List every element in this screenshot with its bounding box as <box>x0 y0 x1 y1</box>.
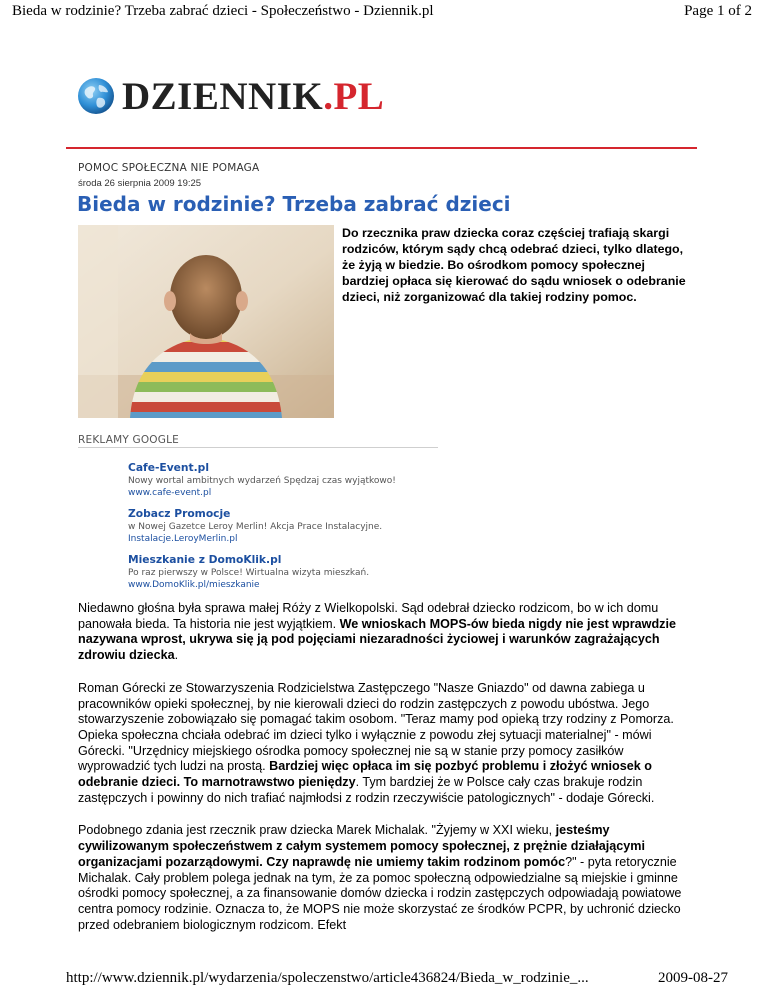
body-paragraph-2 <box>78 681 698 807</box>
ad-url-link[interactable]: Instalacje.LeroyMerlin.pl <box>128 534 238 544</box>
body-p2-end: . Tym bardziej że w Polsce cały czas brakuje rodzin zastępczych i powinny do nich trafiać najmłodsi z rodzin rzeczywiście patologicznych" - dodaje Górecki. <box>78 775 655 805</box>
logo-suffix: .PL <box>323 74 385 118</box>
ads-list <box>128 461 548 599</box>
ad-url-link[interactable]: www.cafe-event.pl <box>128 488 212 498</box>
logo-divider <box>66 147 697 149</box>
ads-divider <box>78 447 438 448</box>
logo-wordmark <box>122 74 385 118</box>
print-header-title: Bieda w rodzinie? Trzeba zabrać dzieci - Społeczeństwo - Dziennik.pl <box>12 3 434 19</box>
body-p2-text: Roman Górecki ze Stowarzyszenia Rodzicielstwa Zastępczego "Nasze Gniazdo" od dawna zabiega u pracowników opieki społecznej, by nie kierowali dzieci do rodzin zastępczych z powodu ubóstwa. Jego stowarzyszenie zobowiązało się pomagać takim osobom. "Teraz mamy pod opieką trzy rodziny z Pomorza. Opieka społeczna chciała odebrać im dzieci tylko i wyłącznie z powodu złej sytuacji materialnej" - mówi Górecki. "Urzędnicy miejskiego ośrodka pomocy społecznej nie są w stanie przy pomocy zasiłków wyprowadzić tych ludzi na prostą. <box>78 680 674 774</box>
body-p3-bold: jesteśmy cywilizowanym społeczeństwem z całym systemem pomocy społecznej, z prężnie działającymi organizacjami pozarządowymi. Czy naprawdę nie umiemy takim rodzinom pomóc <box>78 823 645 869</box>
body-paragraph-1 <box>78 601 698 664</box>
print-footer-date: 2009-08-27 <box>658 970 728 986</box>
body-p2-bold: Bardziej więc opłaca im się pozbyć problemu i złożyć wniosek o odebranie dzieci. To marnotrawstwo pieniędzy <box>78 759 652 790</box>
body-p3-end: ?" - pyta retorycznie Michalak. Cały problem polega jednak na tym, że za pomoc społeczną odpowiedzialne są miejskie i gminne ośrodki pomocy społecznej, a za finansowanie domów dziecka i rodzin zastępczych odpowiadają powiatowe centra pomocy rodzinie. Oznacza to, że MOPS nie może skorzystać ze środków PCPR, by uchronić dziecko przed odebraniem biologicznym rodzicom. Efekt <box>78 854 682 932</box>
ad-title-link[interactable]: Zobacz Promocje <box>128 507 231 520</box>
ad-item[interactable] <box>128 507 548 545</box>
ad-description: Po raz pierwszy w Polsce! Wirtualna wizyta mieszkań. <box>128 568 370 578</box>
ads-heading: REKLAMY GOOGLE <box>78 434 179 446</box>
body-p1-end: . <box>174 648 179 663</box>
ad-title-link[interactable]: Mieszkanie z DomoKlik.pl <box>128 553 282 566</box>
ad-description: Nowy wortal ambitnych wydarzeń Spędzaj czas wyjątkowo! <box>128 476 396 486</box>
child-photo-illustration <box>78 225 334 418</box>
article-kicker: POMOC SPOŁECZNA NIE POMAGA <box>78 162 260 174</box>
print-header-page: Page 1 of 2 <box>684 3 752 19</box>
print-footer-url: http://www.dziennik.pl/wydarzenia/spoleczenstwo/article436824/Bieda_w_rodzinie_... <box>66 970 589 986</box>
article-body <box>78 601 698 950</box>
body-p1-bold: We wnioskach MOPS-ów bieda nigdy nie jest wprawdzie nazywana wprost, ukrywa się ją pod pojęciami niezaradności życiowej i warunków zagrażających zdrowiu dziecka <box>78 616 676 663</box>
site-logo[interactable] <box>76 74 384 118</box>
article-lead: Do rzecznika praw dziecka coraz częściej trafiają skargi rodziców, którym sądy chcą odebrać dzieci, tylko dlatego, że żyją w biedzie. Bo ośrodkom pomocy społecznej bardziej opłaca się kierować do sądu wniosek o odebranie dzieci, niż zorganizować dla takiej rodziny pomoc. <box>342 226 686 304</box>
logo-main: DZIENNIK <box>122 74 324 118</box>
ad-title-link[interactable]: Cafe-Event.pl <box>128 461 209 474</box>
body-paragraph-3 <box>78 823 698 933</box>
globe-icon <box>76 76 116 116</box>
article-photo <box>78 225 334 418</box>
ad-item[interactable] <box>128 461 548 499</box>
print-header <box>0 0 768 24</box>
ad-url-link[interactable]: www.DomoKlik.pl/mieszkanie <box>128 580 260 590</box>
article-headline[interactable]: Bieda w rodzinie? Trzeba zabrać dzieci <box>77 192 511 216</box>
article-date: środa 26 sierpnia 2009 19:25 <box>78 178 202 189</box>
ad-item[interactable] <box>128 553 548 591</box>
body-p1-text: Niedawno głośna była sprawa małej Róży z Wielkopolski. Sąd odebrał dziecko rodzicom, bo w ich domu panowała bieda. Ta historia nie jest wyjątkiem. <box>78 601 659 631</box>
body-p3-text: Podobnego zdania jest rzecznik praw dziecka Marek Michalak. "Żyjemy w XXI wieku, <box>78 823 556 838</box>
ad-description: w Nowej Gazetce Leroy Merlin! Akcja Prace Instalacyjne. <box>128 522 383 532</box>
